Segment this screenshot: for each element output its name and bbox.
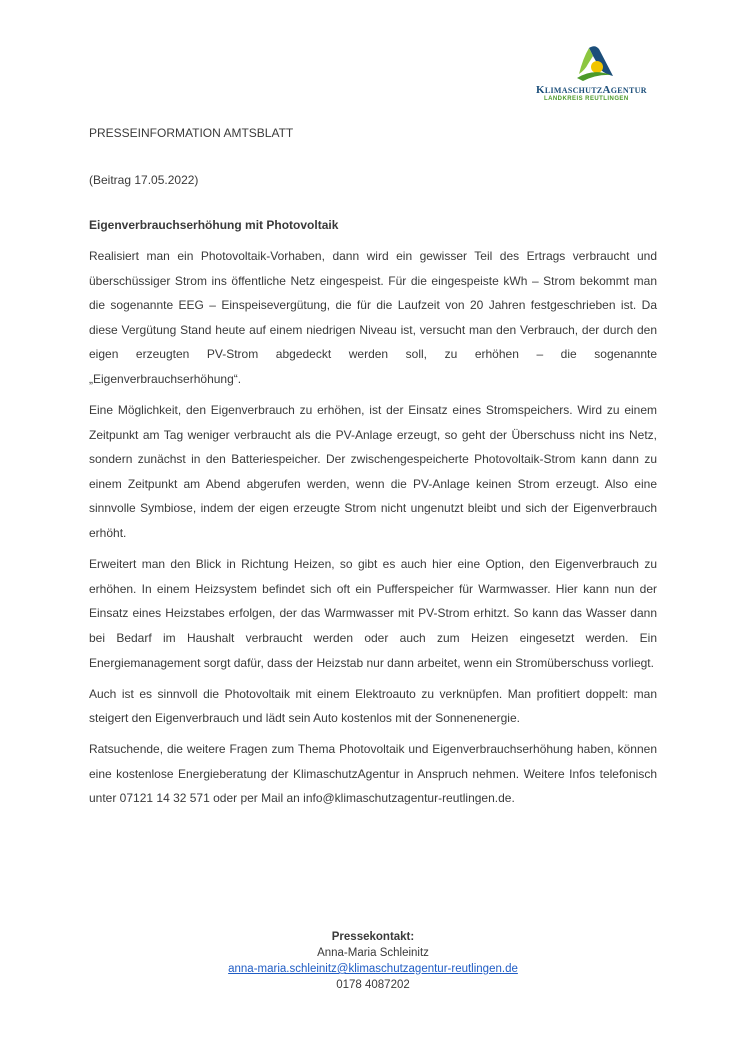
logo-subtitle: LANDKREIS REUTLINGEN [544,96,629,102]
paragraph-electric-car: Auch ist es sinnvoll die Photovoltaik mit einem Elektroauto zu verknüpfen. Man profitiert doppelt: man steigert den Eigenverbrauch und lädt sein Auto kostenlos mit der Sonnenenergie. [89,686,657,726]
press-title: PRESSEINFORMATION AMTSBLATT [89,126,294,140]
article-body [89,244,657,818]
contact-email-link[interactable]: anna-maria.schleinitz@klimaschutzagentur-reutlingen.de [228,963,518,975]
press-contact [0,929,746,993]
klimaschutzagentur-logo [535,44,670,104]
paragraph-feed-in: Realisiert man ein Photovoltaik-Vorhaben, dann wird ein gewisser Teil des Ertrags verbraucht und überschüssiger Strom ins öffentliche Netz eingespeist. Für die eingespeiste kWh – Strom bekommt man die sogenannte EEG – Einspeisevergütung, die für die Laufzeit von 20 Jahren festgeschrieben ist. Da diese Vergütung Stand heute auf einem niedrigen Niveau ist, versucht man den Verbrauch, der durch den eigen erzeugten PV-Strom abgedeckt werden soll, zu erhöhen – die sogenannte „Eigenverbrauchserhöhung“. [89,249,657,386]
paragraph-battery-storage: Eine Möglichkeit, den Eigenverbrauch zu erhöhen, ist der Einsatz eines Stromspeichers. Wird zu einem Zeitpunkt am Tag weniger verbraucht als die PV-Anlage erzeugt, so geht der Überschuss nicht ins Netz, sondern zunächst in den Batteriespeicher. Der zwischengespeicherte Photovoltaik-Strom kann dann zu einem Zeitpunkt am Abend abgerufen werden, wenn die PV-Anlage keinen Strom erzeugt. Also eine sinnvolle Symbiose, indem der eigen erzeugte Strom nicht ungenutzt bleibt und sich der Eigenverbrauch erhöht. [89,403,657,541]
contact-name: Anna-Maria Schleinitz [317,947,429,959]
logo-mark-icon [575,44,615,82]
press-contact-label: Pressekontakt: [331,931,415,943]
paragraph-heating: Erweitert man den Blick in Richtung Heizen, so gibt es auch hier eine Option, den Eigenverbrauch zu erhöhen. In einem Heizsystem befindet sich oft ein Pufferspeicher für Warmwasser. Hier kann nun der Einsatz eines Heizstabes erfolgen, der das Warmwasser mit PV-Strom erhitzt. So kann das Wasser dann bei Bedarf im Haushalt verbraucht werden oder auch zum Heizen eingesetzt werden. Ein Energiemanagement sorgt dafür, dass der Heizstab nur dann arbeitet, wenn ein Stromüberschuss vorliegt. [89,557,657,670]
paragraph-consultation: Ratsuchende, die weitere Fragen zum Thema Photovoltaik und Eigenverbrauchserhöhung haben, können eine kostenlose Energieberatung der KlimaschutzAgentur in Anspruch nehmen. Weitere Infos telefonisch unter 07121 14 32 571 oder per Mail an info@klimaschutzagentur-reutlingen.de. [89,742,657,806]
logo-title: KlimaschutzAgentur [536,84,647,96]
contact-phone: 0178 4087202 [336,979,410,991]
publication-date: (Beitrag 17.05.2022) [89,173,199,187]
article-headline: Eigenverbrauchserhöhung mit Photovoltaik [89,218,339,232]
